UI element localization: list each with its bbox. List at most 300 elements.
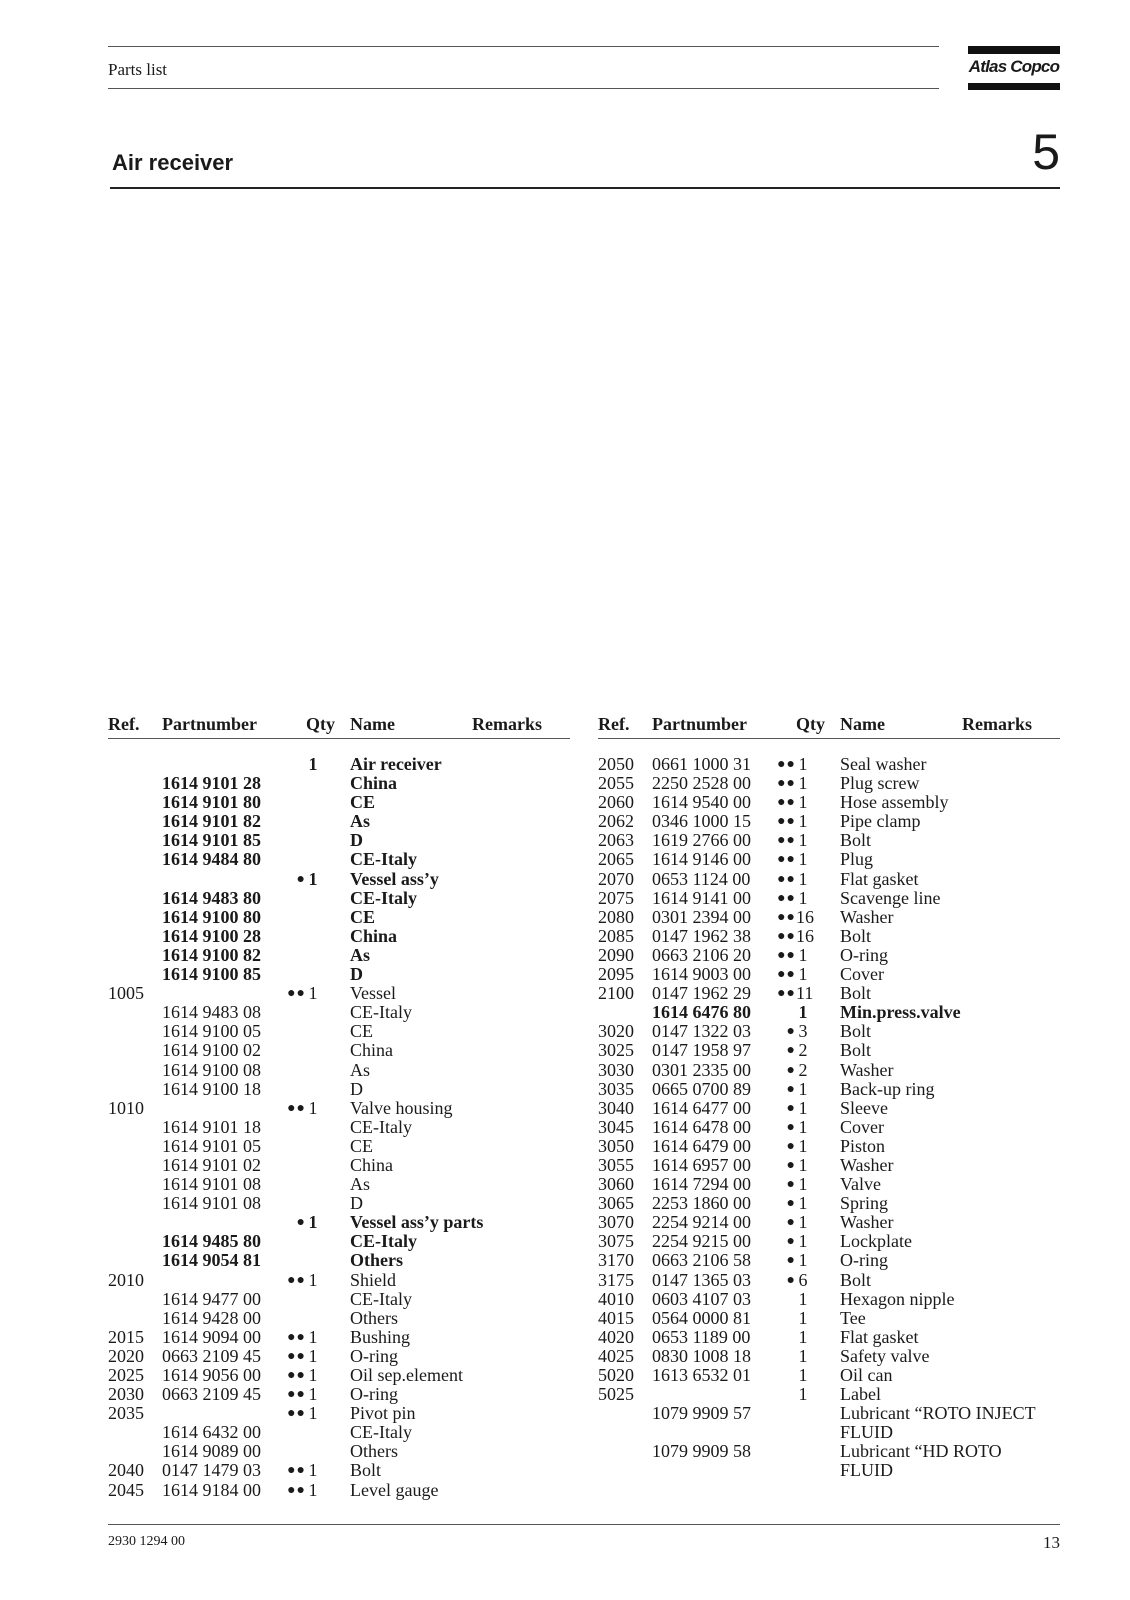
- ref-cell: 2100: [598, 983, 634, 1004]
- table-row: [598, 850, 1060, 869]
- level-dots: ●: [296, 1215, 306, 1231]
- header-bottom-rule: [108, 88, 939, 89]
- qty-cell: 1: [308, 1479, 318, 1500]
- name-cell: Others: [350, 1250, 403, 1271]
- table-row: [108, 1309, 570, 1328]
- table-row: [598, 1328, 1060, 1347]
- ref-cell: 2085: [598, 925, 634, 946]
- level-dots: ●●: [777, 852, 796, 868]
- name-cell: FLUID: [840, 1460, 893, 1481]
- name-cell: Sleeve: [840, 1097, 888, 1118]
- name-cell: Oil can: [840, 1365, 893, 1385]
- part-number-cell: 1614 9101 05: [162, 1135, 261, 1156]
- ref-cell: 3065: [598, 1193, 634, 1214]
- table-header: [108, 714, 570, 738]
- name-cell: Bolt: [840, 1269, 872, 1290]
- part-number-cell: 0301 2394 00: [652, 906, 751, 927]
- qty-cell: 1: [798, 1097, 808, 1118]
- table-row: [108, 1003, 570, 1022]
- qty-cell: 3: [798, 1021, 808, 1042]
- name-cell: Hose assembly: [840, 792, 949, 813]
- qty-cell: 6: [798, 1269, 808, 1290]
- qty-cell: 1: [308, 1345, 318, 1366]
- qty-cell: 1: [308, 983, 318, 1004]
- level-dots: ●: [786, 1062, 796, 1078]
- part-number-cell: 1614 9101 08: [162, 1174, 261, 1195]
- part-number-cell: 1614 6432 00: [162, 1422, 261, 1443]
- table-row: [598, 755, 1060, 774]
- level-dots: ●●: [777, 986, 796, 1002]
- name-cell: Bolt: [840, 925, 872, 946]
- part-number-cell: 1614 9100 08: [162, 1059, 261, 1080]
- ref-cell: 2030: [108, 1384, 144, 1405]
- ref-cell: 3045: [598, 1116, 634, 1137]
- part-number-cell: 1079 9909 58: [652, 1441, 751, 1462]
- part-number-cell: 0564 0000 81: [652, 1307, 751, 1328]
- name-cell: CE-Italy: [350, 1002, 412, 1023]
- table-row: [108, 1404, 570, 1423]
- name-cell: CE-Italy: [350, 1116, 412, 1137]
- level-dots: ●●: [287, 986, 306, 1002]
- table-row: [598, 1175, 1060, 1194]
- part-number-cell: 1614 9101 28: [162, 773, 261, 794]
- name-cell: Bolt: [840, 1021, 872, 1042]
- section-number: 5: [1032, 124, 1060, 180]
- name-cell: D: [350, 830, 363, 851]
- table-row: [108, 1251, 570, 1270]
- ref-cell: 2065: [598, 849, 634, 870]
- part-number-cell: 0147 1962 29: [652, 983, 751, 1004]
- ref-cell: 2063: [598, 830, 634, 851]
- ref-cell: 3020: [598, 1021, 634, 1042]
- table-row: [108, 1156, 570, 1175]
- ref-cell: 3035: [598, 1078, 634, 1099]
- level-dots: ●●: [777, 871, 796, 887]
- part-number-cell: 1614 9483 80: [162, 887, 261, 908]
- name-cell: China: [350, 1154, 393, 1175]
- table-row: [108, 946, 570, 965]
- qty-cell: 1: [798, 964, 808, 985]
- level-dots: ●●: [777, 947, 796, 963]
- qty-cell: 1: [798, 1384, 808, 1405]
- level-dots: ●●: [777, 757, 796, 772]
- part-number-cell: 1614 9141 00: [652, 887, 751, 908]
- level-dots: ●●: [287, 1387, 306, 1403]
- qty-cell: 1: [798, 1250, 808, 1271]
- ref-cell: 5020: [598, 1365, 634, 1385]
- table-row: [598, 1404, 1060, 1423]
- name-cell: FLUID: [840, 1422, 893, 1443]
- footer-rule: [108, 1524, 1060, 1525]
- name-cell: O-ring: [840, 944, 888, 965]
- name-cell: O-ring: [840, 1250, 888, 1271]
- ref-cell: 4010: [598, 1288, 634, 1309]
- level-dots: ●●: [287, 1100, 306, 1116]
- level-dots: ●: [786, 1196, 796, 1212]
- level-dots: ●●: [287, 1368, 306, 1383]
- name-cell: Lockplate: [840, 1231, 912, 1252]
- name-cell: Safety valve: [840, 1345, 930, 1366]
- section-title-rule: [110, 187, 1060, 189]
- table-row: [598, 1156, 1060, 1175]
- qty-cell: 1: [308, 1365, 318, 1385]
- table-body: [598, 755, 1060, 1481]
- table-row: [598, 1309, 1060, 1328]
- part-number-cell: 0830 1008 18: [652, 1345, 751, 1366]
- part-number-cell: 1614 6477 00: [652, 1097, 751, 1118]
- table-row: [108, 965, 570, 984]
- qty-cell: 1: [798, 1078, 808, 1099]
- name-cell: O-ring: [350, 1345, 398, 1366]
- part-number-cell: 1614 9483 08: [162, 1002, 261, 1023]
- ref-cell: 2080: [598, 906, 634, 927]
- qty-cell: 1: [798, 1193, 808, 1214]
- name-cell: Shield: [350, 1269, 397, 1290]
- table-row: [108, 1194, 570, 1213]
- qty-cell: 1: [308, 754, 318, 774]
- table-row: [598, 1251, 1060, 1270]
- table-row: [598, 889, 1060, 908]
- part-number-cell: 0665 0700 89: [652, 1078, 751, 1099]
- ref-cell: 2040: [108, 1460, 144, 1481]
- part-number-cell: 1614 9056 00: [162, 1365, 261, 1385]
- table-row: [108, 1461, 570, 1480]
- part-number-cell: 0653 1189 00: [652, 1326, 751, 1347]
- ref-cell: 2010: [108, 1269, 144, 1290]
- level-dots: ●: [786, 1081, 796, 1097]
- name-cell: Lubricant “ROTO INJECT: [840, 1403, 1036, 1424]
- name-cell: CE-Italy: [350, 1422, 412, 1443]
- qty-cell: 1: [308, 1460, 318, 1481]
- ref-cell: 3055: [598, 1154, 634, 1175]
- table-row: [598, 1099, 1060, 1118]
- table-row: [108, 1099, 570, 1118]
- part-number-cell: 0663 2106 20: [652, 944, 751, 965]
- name-cell: CE: [350, 792, 376, 813]
- level-dots: ●: [786, 1119, 796, 1135]
- name-cell: As: [350, 1059, 371, 1080]
- table-header: [598, 714, 1060, 738]
- col-qty-header: Qty: [796, 714, 825, 734]
- part-number-cell: 0147 1958 97: [652, 1040, 751, 1061]
- part-number-cell: 1614 9100 80: [162, 906, 261, 927]
- name-cell: D: [350, 964, 363, 985]
- name-cell: Lubricant “HD ROTO: [840, 1441, 1002, 1462]
- ref-cell: 3030: [598, 1059, 634, 1080]
- table-header-rule: [108, 738, 570, 739]
- qty-cell: 16: [796, 925, 814, 946]
- table-row: [598, 1003, 1060, 1022]
- name-cell: Back-up ring: [840, 1078, 935, 1099]
- qty-cell: 1: [308, 1403, 318, 1424]
- table-row: [108, 1385, 570, 1404]
- table-row: [598, 927, 1060, 946]
- level-dots: ●: [786, 1100, 796, 1116]
- part-number-cell: 2254 9215 00: [652, 1231, 751, 1252]
- ref-cell: 2045: [108, 1479, 144, 1500]
- qty-cell: 11: [796, 983, 814, 1004]
- part-number-cell: 1614 7294 00: [652, 1174, 751, 1195]
- part-number-cell: 1614 9054 81: [162, 1250, 261, 1271]
- part-number-cell: 1614 9100 05: [162, 1021, 261, 1042]
- table-row: [108, 1290, 570, 1309]
- ref-cell: 1010: [108, 1097, 144, 1118]
- qty-cell: 1: [308, 1269, 318, 1290]
- level-dots: ●●: [777, 890, 796, 906]
- part-number-cell: 2254 9214 00: [652, 1212, 751, 1233]
- part-number-cell: 0661 1000 31: [652, 754, 751, 774]
- part-number-cell: 0147 1365 03: [652, 1269, 751, 1290]
- table-row: [598, 1347, 1060, 1366]
- table-row: [108, 1366, 570, 1385]
- level-dots: ●: [786, 1138, 796, 1154]
- ref-cell: 3070: [598, 1212, 634, 1233]
- ref-cell: 2015: [108, 1326, 144, 1347]
- name-cell: Vessel ass’y parts: [350, 1212, 484, 1233]
- part-number-cell: 1613 6532 01: [652, 1365, 751, 1385]
- logo-top-bar: [968, 46, 1060, 54]
- name-cell: Flat gasket: [840, 1326, 919, 1347]
- part-number-cell: 1614 9485 80: [162, 1231, 261, 1252]
- name-cell: Oil sep.element: [350, 1365, 463, 1385]
- part-number-cell: 1614 9101 18: [162, 1116, 261, 1137]
- part-number-cell: 1614 9089 00: [162, 1441, 261, 1462]
- table-row: [598, 1194, 1060, 1213]
- ref-cell: 2095: [598, 964, 634, 985]
- col-ref-header: Ref.: [108, 714, 140, 734]
- part-number-cell: 1614 9101 08: [162, 1193, 261, 1214]
- col-name-header: Name: [840, 714, 885, 734]
- part-number-cell: 1614 9100 28: [162, 925, 261, 946]
- table-row: [108, 1347, 570, 1366]
- level-dots: ●: [786, 1272, 796, 1288]
- table-body: [108, 755, 570, 1500]
- qty-cell: 1: [308, 1326, 318, 1347]
- parts-table-right: [598, 714, 1060, 1481]
- table-row: [598, 1080, 1060, 1099]
- part-number-cell: 1614 9484 80: [162, 849, 261, 870]
- table-row: [598, 793, 1060, 812]
- table-row: [108, 1423, 570, 1442]
- part-number-cell: 0603 4107 03: [652, 1288, 751, 1309]
- level-dots: ●: [296, 871, 306, 887]
- ref-cell: 2035: [108, 1403, 144, 1424]
- logo-text: Atlas Copco: [968, 57, 1060, 76]
- part-number-cell: 1614 6478 00: [652, 1116, 751, 1137]
- level-dots: ●●: [777, 776, 796, 792]
- name-cell: Hexagon nipple: [840, 1288, 955, 1309]
- footer-doc-code: 2930 1294 00: [108, 1534, 185, 1549]
- qty-cell: 1: [798, 1002, 808, 1023]
- ref-cell: 3170: [598, 1250, 634, 1271]
- part-number-cell: 1614 9100 82: [162, 944, 261, 965]
- part-number-cell: 0147 1962 38: [652, 925, 751, 946]
- table-row: [108, 1328, 570, 1347]
- table-row: [598, 1385, 1060, 1404]
- table-row: [598, 1461, 1060, 1480]
- part-number-cell: 0301 2335 00: [652, 1059, 751, 1080]
- ref-cell: 4025: [598, 1345, 634, 1366]
- name-cell: Tee: [840, 1307, 866, 1328]
- name-cell: CE-Italy: [350, 849, 417, 870]
- level-dots: ●●: [287, 1348, 306, 1364]
- table-row: [108, 1022, 570, 1041]
- name-cell: Washer: [840, 1154, 894, 1175]
- ref-cell: 3075: [598, 1231, 634, 1252]
- table-row: [108, 908, 570, 927]
- part-number-cell: 1614 9003 00: [652, 964, 751, 985]
- table-row: [108, 1175, 570, 1194]
- name-cell: Spring: [840, 1193, 889, 1214]
- level-dots: ●●: [777, 814, 796, 830]
- header-top-rule: [108, 46, 939, 47]
- name-cell: Air receiver: [350, 754, 442, 774]
- name-cell: Valve: [840, 1174, 881, 1195]
- qty-cell: 1: [798, 1307, 808, 1328]
- part-number-cell: 1619 2766 00: [652, 830, 751, 851]
- table-row: [108, 793, 570, 812]
- level-dots: ●●: [287, 1329, 306, 1345]
- table-row: [108, 755, 570, 774]
- ref-cell: 1005: [108, 983, 144, 1004]
- table-row: [598, 1271, 1060, 1290]
- name-cell: Washer: [840, 906, 894, 927]
- qty-cell: 16: [796, 906, 814, 927]
- part-number-cell: 1614 6957 00: [652, 1154, 751, 1175]
- table-row: [598, 1232, 1060, 1251]
- name-cell: D: [350, 1078, 363, 1099]
- ref-cell: 2070: [598, 868, 634, 889]
- part-number-cell: 0663 2109 45: [162, 1345, 261, 1366]
- name-cell: Others: [350, 1441, 398, 1462]
- name-cell: CE-Italy: [350, 1288, 412, 1309]
- name-cell: CE: [350, 1021, 374, 1042]
- name-cell: Flat gasket: [840, 868, 919, 889]
- name-cell: Pivot pin: [350, 1403, 416, 1424]
- qty-cell: 1: [798, 1135, 808, 1156]
- ref-cell: 2090: [598, 944, 634, 965]
- part-number-cell: 1079 9909 57: [652, 1403, 751, 1424]
- table-row: [598, 1022, 1060, 1041]
- name-cell: CE: [350, 906, 376, 927]
- qty-cell: 1: [798, 792, 808, 813]
- part-number-cell: 1614 9146 00: [652, 849, 751, 870]
- level-dots: ●: [786, 1253, 796, 1269]
- ref-cell: 3175: [598, 1269, 634, 1290]
- name-cell: Level gauge: [350, 1479, 439, 1500]
- col-remarks-header: Remarks: [472, 714, 542, 734]
- qty-cell: 1: [798, 1212, 808, 1233]
- col-ref-header: Ref.: [598, 714, 630, 734]
- name-cell: O-ring: [350, 1384, 398, 1405]
- level-dots: ●: [786, 1234, 796, 1250]
- table-row: [598, 946, 1060, 965]
- name-cell: Plug screw: [840, 773, 920, 794]
- name-cell: Cover: [840, 1116, 884, 1137]
- qty-cell: 1: [308, 868, 318, 889]
- level-dots: ●●: [777, 833, 796, 849]
- table-row: [108, 984, 570, 1003]
- name-cell: China: [350, 1040, 393, 1061]
- qty-cell: 1: [798, 868, 808, 889]
- name-cell: Pipe clamp: [840, 811, 921, 832]
- qty-cell: 1: [798, 773, 808, 794]
- name-cell: China: [350, 773, 398, 794]
- name-cell: Washer: [840, 1059, 894, 1080]
- level-dots: ●●: [287, 1482, 306, 1498]
- part-number-cell: 1614 9428 00: [162, 1307, 261, 1328]
- part-number-cell: 1614 9540 00: [652, 792, 751, 813]
- name-cell: Plug: [840, 849, 874, 870]
- part-number-cell: 1614 9100 02: [162, 1040, 261, 1061]
- part-number-cell: 1614 6479 00: [652, 1135, 751, 1156]
- table-row: [108, 774, 570, 793]
- table-row: [598, 1442, 1060, 1461]
- name-cell: Scavenge line: [840, 887, 941, 908]
- qty-cell: 1: [798, 830, 808, 851]
- qty-cell: 2: [798, 1059, 808, 1080]
- level-dots: ●: [786, 1177, 796, 1193]
- part-number-cell: 2253 1860 00: [652, 1193, 751, 1214]
- name-cell: Bolt: [840, 1040, 872, 1061]
- part-number-cell: 1614 9101 02: [162, 1154, 261, 1175]
- table-row: [108, 1232, 570, 1251]
- qty-cell: 1: [798, 811, 808, 832]
- table-row: [598, 774, 1060, 793]
- name-cell: Others: [350, 1307, 398, 1328]
- table-row: [598, 1423, 1060, 1442]
- header-label: Parts list: [108, 60, 168, 79]
- name-cell: As: [350, 1174, 371, 1195]
- name-cell: Vessel: [350, 983, 396, 1004]
- qty-cell: 1: [798, 1154, 808, 1175]
- table-row: [598, 1366, 1060, 1385]
- table-row: [108, 1041, 570, 1060]
- qty-cell: 1: [798, 1345, 808, 1366]
- table-row: [108, 870, 570, 889]
- part-number-cell: 1614 6476 80: [652, 1002, 751, 1023]
- name-cell: As: [350, 811, 371, 832]
- name-cell: CE: [350, 1135, 374, 1156]
- qty-cell: 1: [798, 1231, 808, 1252]
- part-number-cell: 1614 9184 00: [162, 1479, 261, 1500]
- level-dots: ●●: [287, 1272, 306, 1288]
- ref-cell: 3050: [598, 1135, 634, 1156]
- table-row: [108, 1137, 570, 1156]
- part-number-cell: 1614 9100 18: [162, 1078, 261, 1099]
- name-cell: Washer: [840, 1212, 894, 1233]
- level-dots: ●●: [777, 795, 796, 811]
- part-number-cell: 0147 1479 03: [162, 1460, 261, 1481]
- ref-cell: 4020: [598, 1326, 634, 1347]
- col-part-header: Partnumber: [162, 714, 257, 734]
- ref-cell: 2060: [598, 792, 634, 813]
- table-row: [108, 889, 570, 908]
- ref-cell: 2055: [598, 773, 634, 794]
- table-row: [108, 812, 570, 831]
- level-dots: ●: [786, 1024, 796, 1040]
- qty-cell: 1: [798, 754, 808, 774]
- name-cell: CE-Italy: [350, 1231, 417, 1252]
- table-row: [598, 1290, 1060, 1309]
- table-row: [108, 1442, 570, 1461]
- col-qty-header: Qty: [306, 714, 335, 734]
- name-cell: Seal washer: [840, 754, 927, 774]
- footer-page-number: 13: [1043, 1533, 1060, 1552]
- table-row: [598, 812, 1060, 831]
- name-cell: Valve housing: [350, 1097, 453, 1118]
- table-row: [598, 1137, 1060, 1156]
